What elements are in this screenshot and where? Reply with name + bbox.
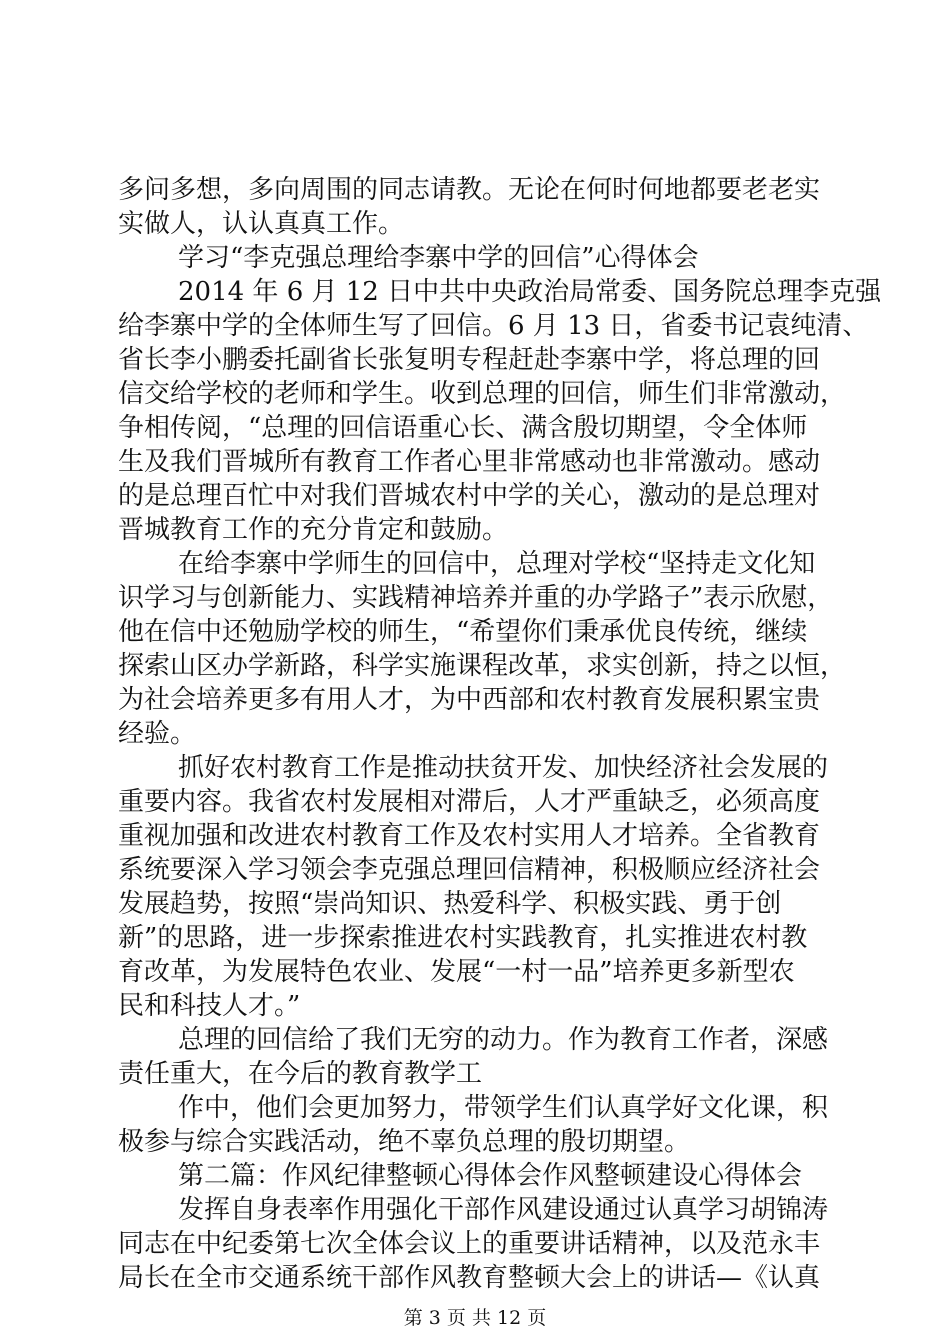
text-line: 为社会培养更多有用人才，为中西部和农村教育发展积累宝贵 [118,685,821,715]
text-line: 同志在中纪委第七次全体会议上的重要讲话精神，以及范永丰 [118,1229,821,1259]
text-line: 发挥自身表率作用强化干部作风建设通过认真学习胡锦涛 [178,1195,829,1225]
text-line: 省长李小鹏委托副省长张复明专程赶赴李寨中学，将总理的回 [118,345,821,375]
text-line: 经验。 [118,719,197,749]
text-line: 抓好农村教育工作是推动扶贫开发、加快经济社会发展的 [178,753,829,783]
text-line: 民和科技人才。” [118,991,301,1021]
text-line: 2014 年 6 月 12 日中共中央政治局常委、国务院总理李克强 [178,277,882,307]
text-line: 给李寨中学的全体师生写了回信。6 月 13 日，省委书记袁纯清、 [118,311,869,341]
text-line: 争相传阅，“总理的回信语重心长、满含殷切期望，令全体师 [118,413,808,443]
text-line: 探索山区办学新路，科学实施课程改革，求实创新，持之以恒， [118,651,847,681]
text-line: 局长在全市交通系统干部作风教育整顿大会上的讲话—《认真 [118,1263,821,1293]
text-line: 晋城教育工作的充分肯定和鼓励。 [118,515,509,545]
section-heading: 学习“李克强总理给李寨中学的回信”心得体会 [178,243,699,273]
section-heading: 第二篇：作风纪律整顿心得体会作风整顿建设心得体会 [178,1161,803,1191]
text-line: 生及我们晋城所有教育工作者心里非常感动也非常激动。感动 [118,447,821,477]
page-footer: 第 3 页 共 12 页 [403,1307,547,1329]
text-line: 作中，他们会更加努力，带领学生们认真学好文化课，积 [178,1093,829,1123]
text-line: 新”的思路，进一步探索推进农村实践教育，扎实推进农村教 [118,923,808,953]
text-line: 实做人，认认真真工作。 [118,209,405,239]
text-line: 重视加强和改进农村教育工作及农村实用人才培养。全省教育 [118,821,821,851]
text-line: 总理的回信给了我们无穷的动力。作为教育工作者，深感 [178,1025,829,1055]
text-line: 育改革，为发展特色农业、发展“一村一品”培养更多新型农 [118,957,795,987]
text-line: 信交给学校的老师和学生。收到总理的回信，师生们非常激动， [118,379,847,409]
text-line: 责任重大，在今后的教育教学工 [118,1059,483,1089]
text-line: 极参与综合实践活动，绝不辜负总理的殷切期望。 [118,1127,691,1157]
text-line: 他在信中还勉励学校的师生，“希望你们秉承优良传统，继续 [118,617,808,647]
text-line: 发展趋势，按照“崇尚知识、热爱科学、积极实践、勇于创 [118,889,782,919]
text-line: 的是总理百忙中对我们晋城农村中学的关心，激动的是总理对 [118,481,821,511]
text-line: 识学习与创新能力、实践精神培养并重的办学路子”表示欣慰， [118,583,834,613]
text-line: 多问多想，多向周围的同志请教。无论在何时何地都要老老实 [118,175,821,205]
text-line: 系统要深入学习领会李克强总理回信精神，积极顺应经济社会 [118,855,821,885]
text-line: 在给李寨中学师生的回信中，总理对学校“坚持走文化知 [178,549,816,579]
text-line: 重要内容。我省农村发展相对滞后，人才严重缺乏，必须高度 [118,787,821,817]
